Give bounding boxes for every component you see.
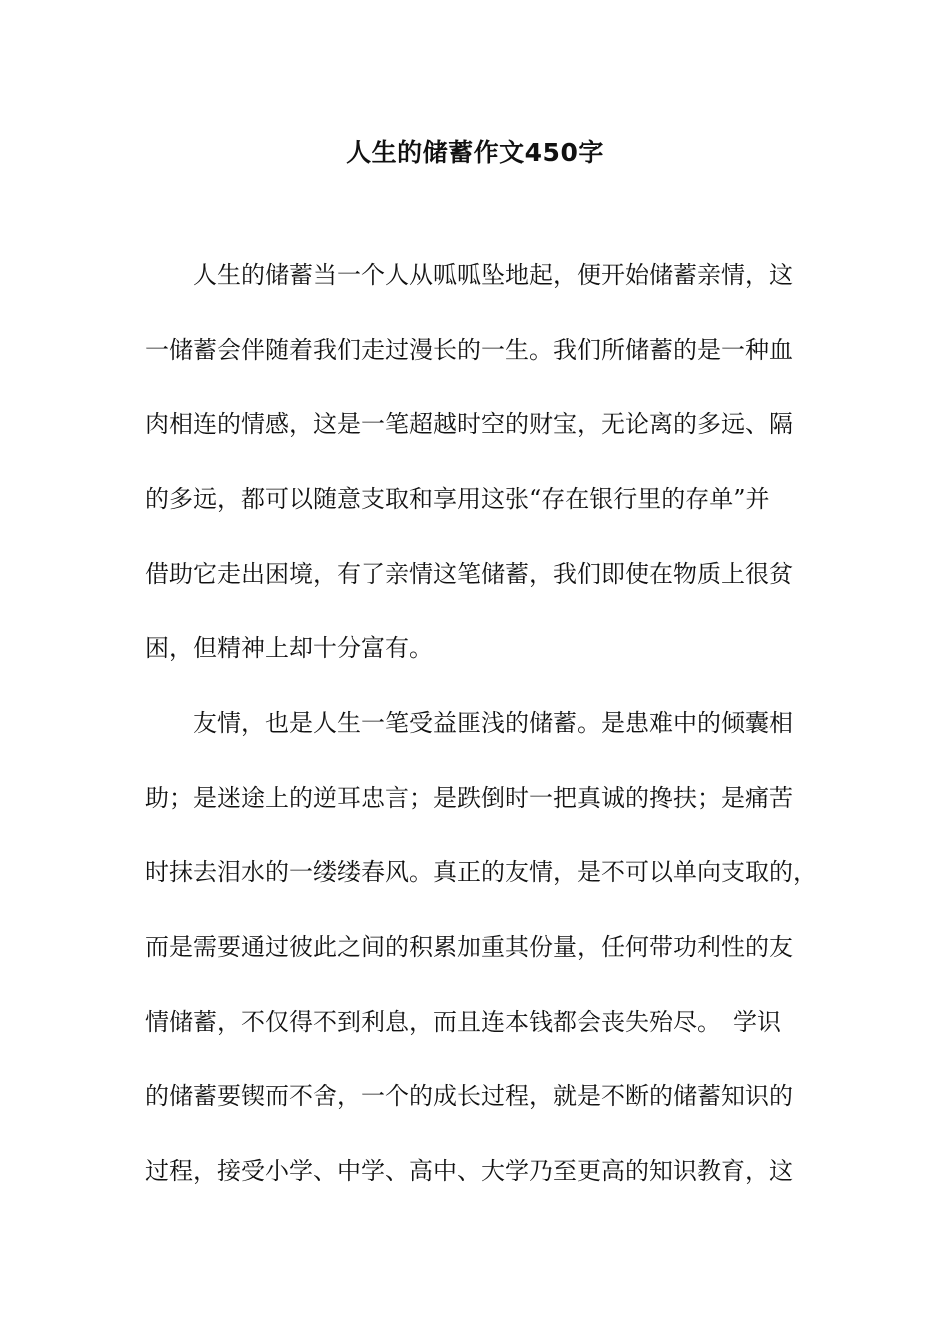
paragraph-line: 一储蓄会伴随着我们走过漫长的一生。我们所储蓄的是一种血 bbox=[145, 336, 793, 364]
paragraph-line: 人生的储蓄当一个人从呱呱坠地起，便开始储蓄亲情，这 bbox=[193, 261, 793, 289]
paragraph-line: 的多远，都可以随意支取和享用这张“存在银行里的存单”并 bbox=[145, 485, 770, 513]
paragraph-line: 肉相连的情感，这是一笔超越时空的财宝，无论离的多远、隔 bbox=[145, 410, 793, 438]
paragraph-line: 情储蓄，不仅得不到利息，而且连本钱都会丧失殆尽。 学识 bbox=[145, 1008, 781, 1036]
paragraph-line: 的储蓄要锲而不舍，一个的成长过程，就是不断的储蓄知识的 bbox=[145, 1082, 793, 1110]
document-title: 人生的储蓄作文450字 bbox=[346, 138, 604, 167]
paragraph-line: 助；是迷途上的逆耳忠言；是跌倒时一把真诚的搀扶；是痛苦 bbox=[145, 784, 793, 812]
paragraph-line: 困，但精神上却十分富有。 bbox=[145, 634, 433, 662]
paragraph-line: 过程，接受小学、中学、高中、大学乃至更高的知识教育，这 bbox=[145, 1157, 793, 1185]
paragraph-line: 时抹去泪水的一缕缕春风。真正的友情，是不可以单向支取的， bbox=[145, 858, 817, 886]
paragraph-line: 而是需要通过彼此之间的积累加重其份量，任何带功利性的友 bbox=[145, 933, 793, 961]
paragraph-line: 友情，也是人生一笔受益匪浅的储蓄。是患难中的倾囊相 bbox=[193, 709, 793, 737]
paragraph-line: 借助它走出困境，有了亲情这笔储蓄，我们即使在物质上很贫 bbox=[145, 560, 793, 588]
